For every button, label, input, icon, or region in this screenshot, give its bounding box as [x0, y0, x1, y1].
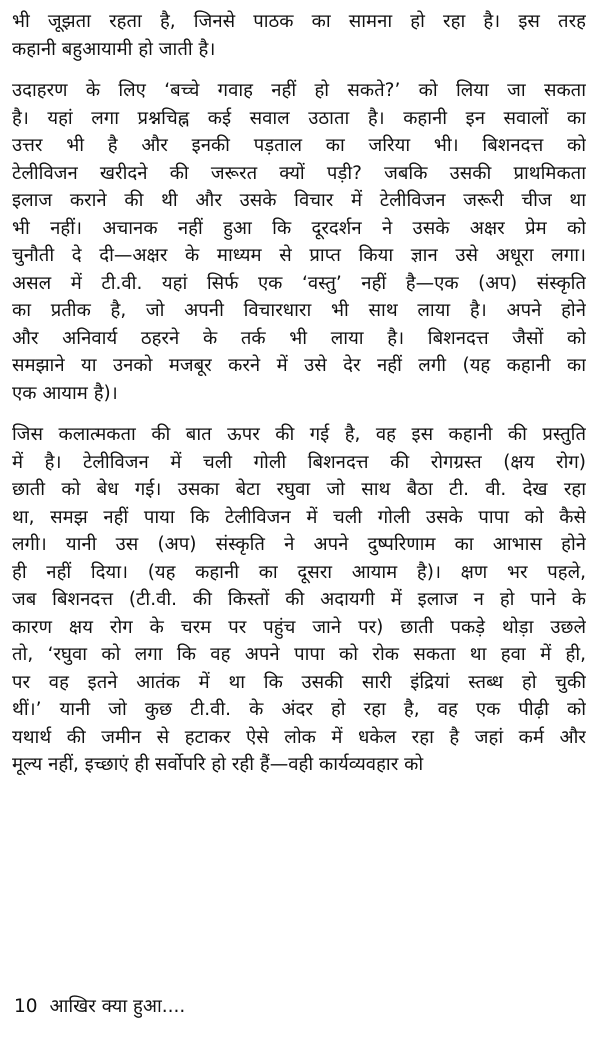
- text-line: इलाज कराने की थी और उसके विचार में टेलीविजन जरूरी चीज था: [12, 190, 586, 211]
- text-line: तो, ‘रघुवा को लगा कि वह अपने पापा को रोक सकता था हवा में ही,: [12, 644, 586, 665]
- paragraph: [12, 77, 586, 407]
- text-line: भी नहीं। अचानक नहीं हुआ कि दूरदर्शन ने उसके अक्षर प्रेम को: [12, 217, 586, 239]
- text-line: चुनौती दे दी—अक्षर के माध्यम से प्राप्त किया ज्ञान उसे अधूरा लगा।: [12, 245, 586, 266]
- text-line: भी जूझता रहता है, जिनसे पाठक का सामना हो रहा है। इस तरह: [12, 11, 586, 32]
- running-title: आखिर क्या हुआ....: [49, 996, 186, 1017]
- text-line: समझाने या उनको मजबूर करने में उसे देर नहीं लगी (यह कहानी का: [12, 355, 586, 376]
- text-line: जब बिशनदत्त (टी.वी. की किस्तों की अदायगी में इलाज न हो पाने के: [12, 589, 586, 610]
- paragraph: [12, 8, 586, 63]
- text-line: लगी। यानी उस (अप) संस्कृति ने अपने दुष्परिणाम का आभास होने: [12, 534, 586, 555]
- text-line: छाती को बेध गई। उसका बेटा रघुवा जो साथ बैठा टी. वी. देख रहा: [12, 479, 586, 500]
- page-footer: [14, 994, 185, 1020]
- text-line: कहानी बहुआयामी हो जाती है।: [12, 38, 216, 60]
- text-line: कारण क्षय रोग के चरम पर पहुंच जाने पर) छाती पकड़े थोड़ा उछले: [12, 616, 586, 638]
- text-line: जिस कलात्मकता की बात ऊपर की गई है, वह इस कहानी की प्रस्तुति: [12, 424, 586, 445]
- text-line: मूल्य नहीं, इच्छाएं ही सर्वोपरि हो रही हैं—वही कार्यव्यवहार को: [12, 754, 424, 775]
- text-line: उदाहरण के लिए ‘बच्चे गवाह नहीं हो सकते?’ को लिया जा सकता: [12, 80, 586, 101]
- page-number: 10: [14, 996, 38, 1017]
- text-line: था, समझ नहीं पाया कि टेलीविजन में चली गोली उसके पापा को कैसे: [12, 506, 586, 528]
- text-line: ही नहीं दिया। (यह कहानी का दूसरा आयाम है)। क्षण भर पहले,: [12, 561, 586, 583]
- paragraph-gap: [12, 407, 586, 421]
- text-line: का प्रतीक है, जो अपनी विचारधारा भी साथ लाया है। अपने होने: [12, 300, 586, 321]
- text-line: पर वह इतने आतंक में था कि उसकी सारी इंद्रियां स्तब्ध हो चुकी: [12, 671, 586, 693]
- text-line: असल में टी.वी. यहां सिर्फ एक ‘वस्तु’ नहीं है—एक (अप) संस्कृति: [12, 272, 586, 294]
- text-line: एक आयाम है)।: [12, 382, 118, 404]
- body-text: [12, 8, 586, 779]
- text-line: में है। टेलीविजन में चली गोली बिशनदत्त की रोगग्रस्त (क्षय रोग): [12, 451, 586, 473]
- text-line: थीं।’ यानी जो कुछ टी.वी. के अंदर हो रहा है, वह एक पीढ़ी को: [12, 699, 586, 720]
- text-line: उत्तर भी है और इनकी पड़ताल का जरिया भी। बिशनदत्त को: [12, 135, 586, 156]
- paragraph-gap: [12, 63, 586, 77]
- text-line: है। यहां लगा प्रश्नचिह्न कई सवाल उठाता है। कहानी इन सवालों का: [12, 107, 586, 129]
- text-line: और अनिवार्य ठहरने के तर्क भी लाया है। बिशनदत्त जैसों को: [12, 327, 586, 349]
- text-line: टेलीविजन खरीदने की जरूरत क्यों पड़ी? जबकि उसकी प्राथमिकता: [12, 162, 586, 184]
- text-line: यथार्थ की जमीन से हटाकर ऐसे लोक में धकेल रहा है जहां कर्म और: [12, 726, 586, 748]
- paragraph: [12, 421, 586, 779]
